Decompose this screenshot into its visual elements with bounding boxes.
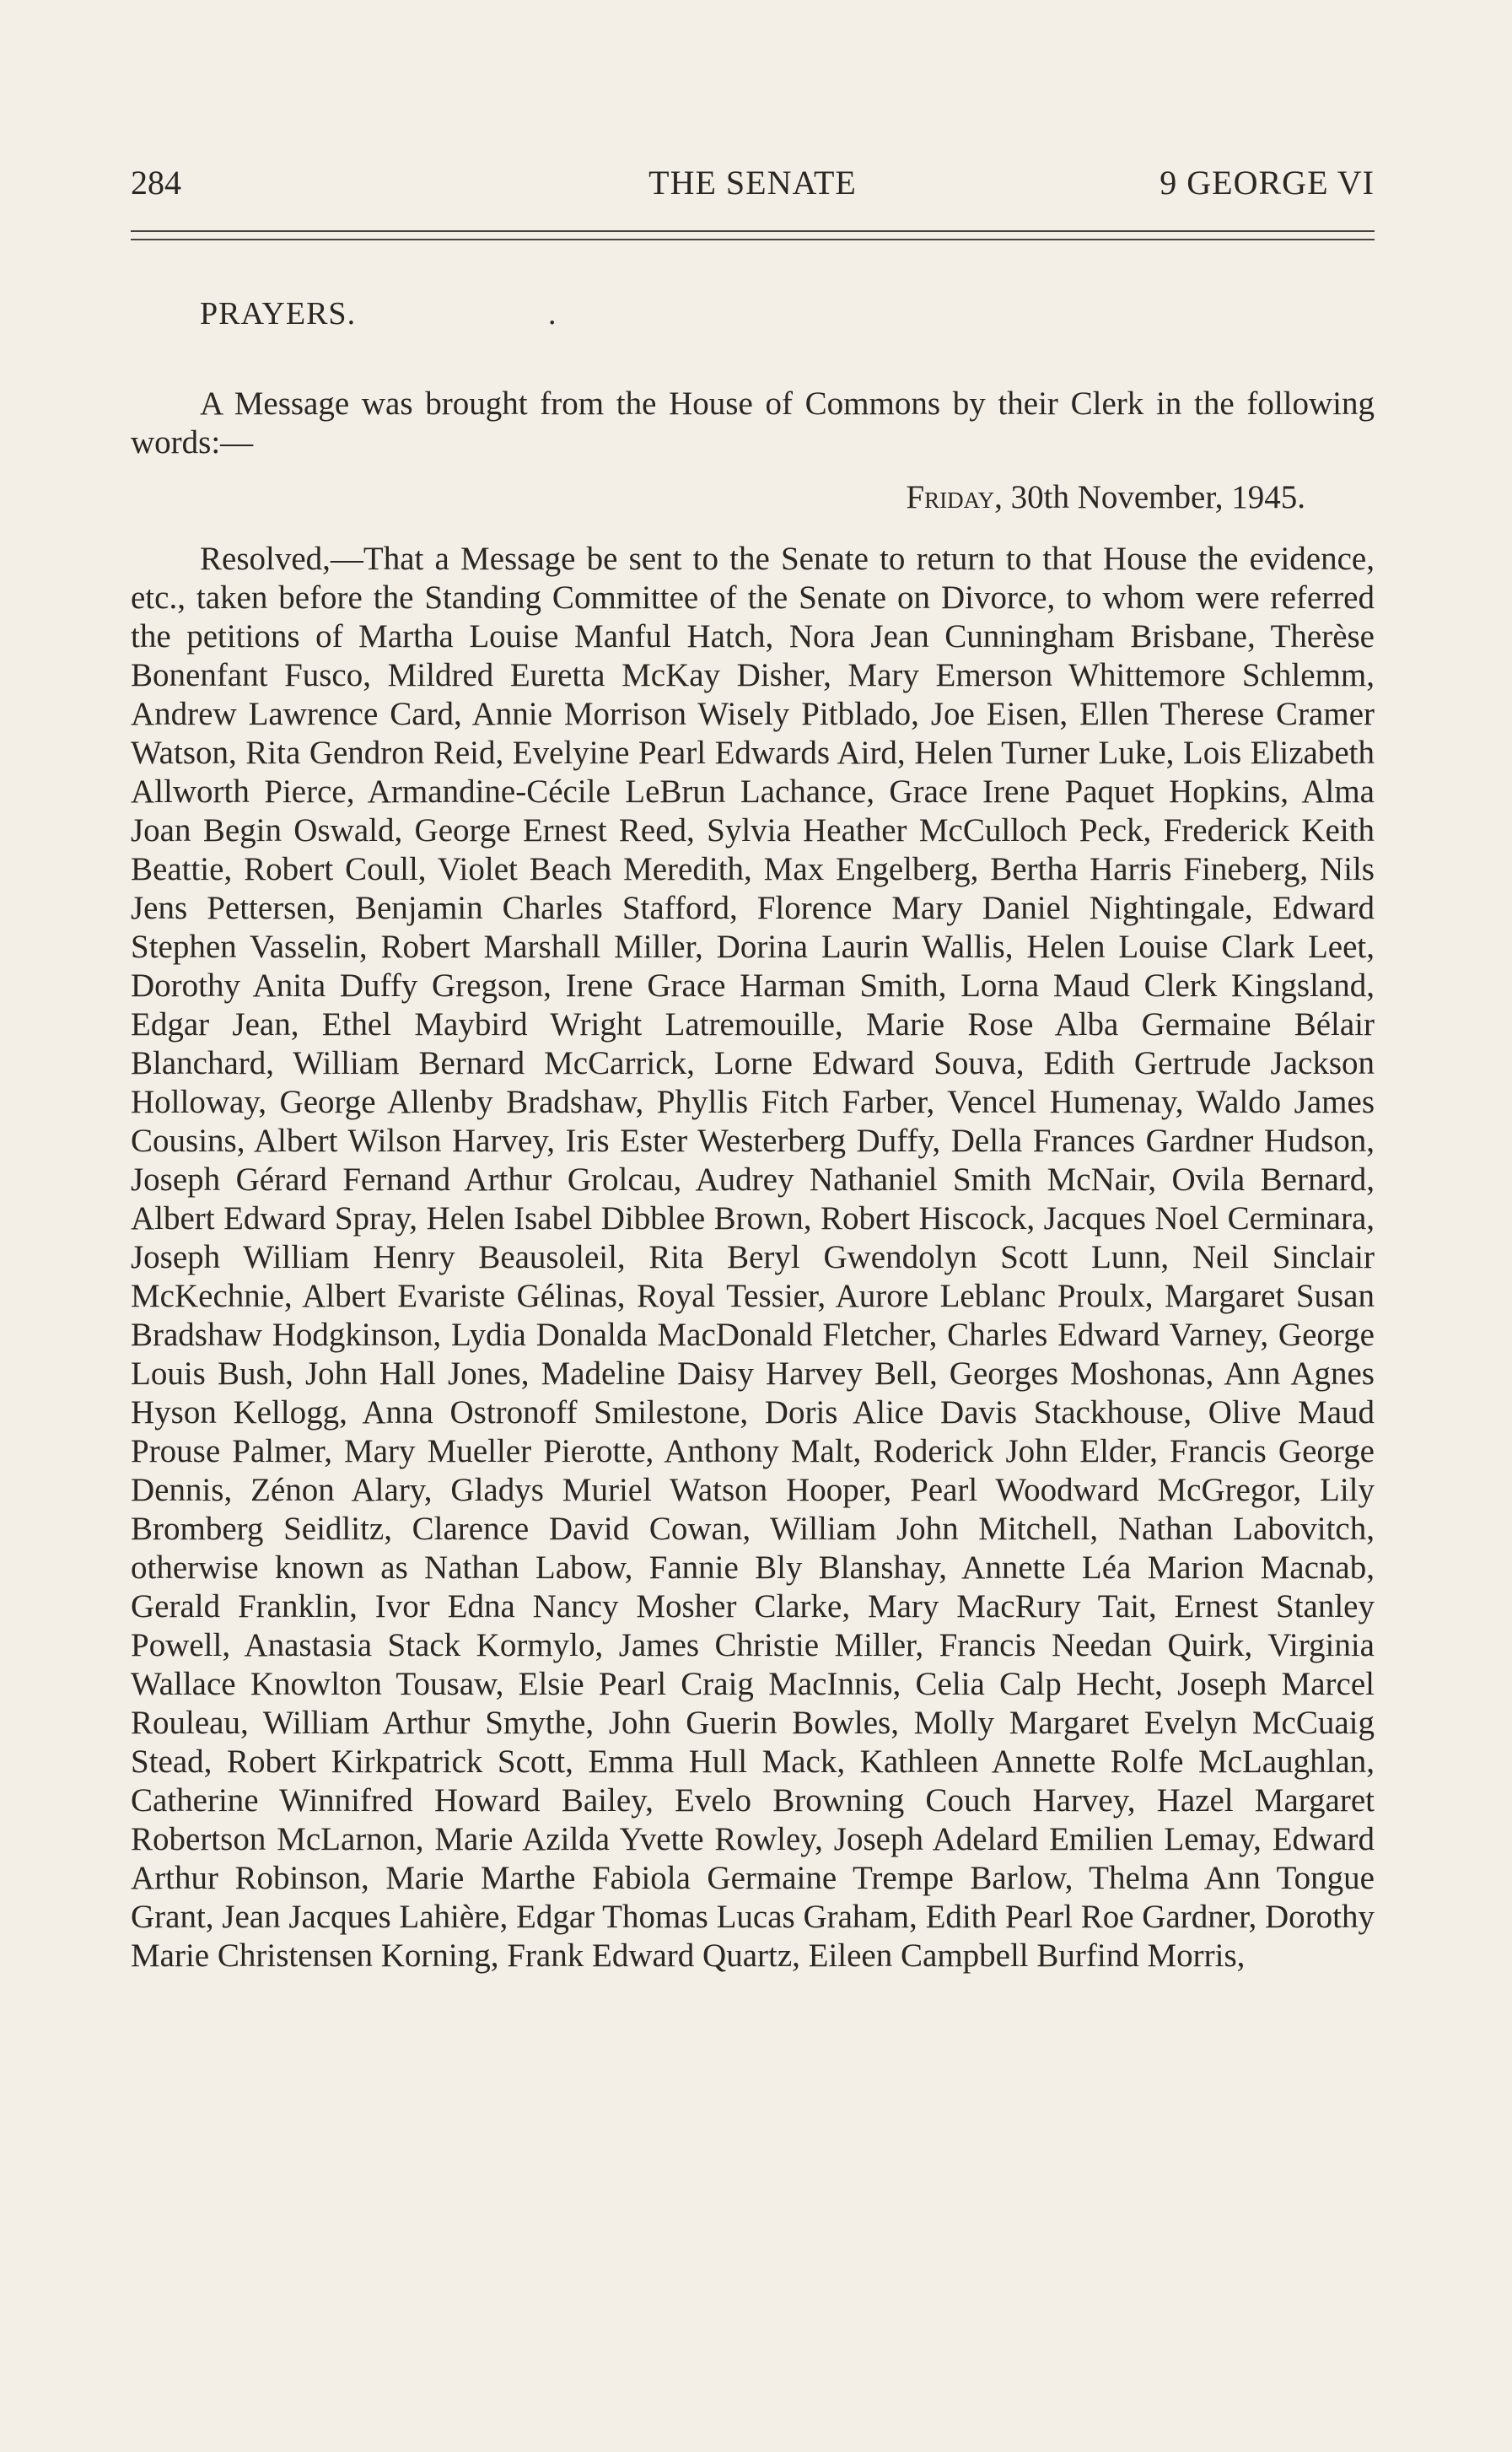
date-day: Friday, (906, 479, 1003, 515)
page-number: 284 (131, 164, 181, 202)
section-heading: PRAYERS. (200, 296, 357, 331)
resolution-paragraph: Resolved,—That a Message be sent to the Senate to return to that House the evidence, etc., taken before the Standing Committee of the Senate on Divorce, to whom were referred the petitions of Martha Louise Manful Hatch, Nora Jean Cunningham Brisbane, Therèse Bonenfant Fusco, Mildred Euretta McKay Disher, Mary Emerson Whittemore Schlemm, Andrew Lawrence Card, Annie Morrison Wisely Pitblado, Joe Eisen, Ellen Therese Cramer Watson, Rita Gendron Reid, Evelyine Pearl Edwards Aird, Helen Turner Luke, Lois Elizabeth Allworth Pierce, Armandine-Cécile LeBrun Lachance, Grace Irene Paquet Hopkins, Alma Joan Begin Oswald, George Ernest Reed, Sylvia Heather McCulloch Peck, Frederick Keith Beattie, Robert Coull, Violet Beach Meredith, Max Engelberg, Bertha Harris Fineberg, Nils Jens Pettersen, Benjamin Charles Stafford, Florence Mary Daniel Nightingale, Edward Stephen Vasselin, Robert Marshall Miller, Dorina Laurin Wallis, Helen Louise Clark Leet, Dorothy Anita Duffy Gregson, Irene Grace Harman Smith, Lorna Maud Clerk Kingsland, Edgar Jean, Ethel Maybird Wright Latremouille, Marie Rose Alba Germaine Bélair Blanchard, William Bernard McCarrick, Lorne Edward Souva, Edith Gertrude Jackson Holloway, George Allenby Bradshaw, Phyllis Fitch Farber, Vencel Humenay, Waldo James Cousins, Albert Wilson Harvey, Iris Ester Westerberg Duffy, Della Frances Gardner Hudson, Joseph Gérard Fernand Arthur Grolcau, Audrey Nathaniel Smith McNair, Ovila Bernard, Albert Edward Spray, Helen Isabel Dibblee Brown, Robert Hiscock, Jacques Noel Cerminara, Joseph William Henry Beausoleil, Rita Beryl Gwendolyn Scott Lunn, Neil Sinclair McKechnie, Albert Evariste Gélinas, Royal Tessier, Aurore Leblanc Proulx, Margaret Susan Bradshaw Hodgkinson, Lydia Donalda MacDonald Fletcher, Charles Edward Varney, George Louis Bush, John Hall Jones, Madeline Daisy Harvey Bell, Georges Moshonas, Ann Agnes Hyson Kellogg, Anna Ostronoff Smilestone, Doris Alice Davis Stackhouse, Olive Maud Prouse Palmer, Mary Mueller Pierotte, Anthony Malt, Roderick John Elder, Francis George Dennis, Zénon Alary, Gladys Muriel Watson Hooper, Pearl Woodward McGregor, Lily Bromberg Seidlitz, Clarence David Cowan, William John Mitchell, Nathan Labovitch, otherwise known as Nathan Labow, Fannie Bly Blanshay, Annette Léa Marion Macnab, Gerald Franklin, Ivor Edna Nancy Mosher Clarke, Mary MacRury Tait, Ernest Stanley Powell, Anastasia Stack Kormylo, James Christie Miller, Francis Needan Quirk, Virginia Wallace Knowlton Tousaw, Elsie Pearl Craig MacInnis, Celia Calp Hecht, Joseph Marcel Rouleau, William Arthur Smythe, John Guerin Bowles, Molly Margaret Evelyn McCuaig Stead, Robert Kirkpatrick Scott, Emma Hull Mack, Kathleen Annette Rolfe McLaughlan, Catherine Winnifred Howard Bailey, Evelo Browning Couch Harvey, Hazel Margaret Robertson McLarnon, Marie Azilda Yvette Rowley, Joseph Adelard Emilien Lemay, Edward Arthur Robinson, Marie Marthe Fabiola Germaine Trempe Barlow, Thelma Ann Tongue Grant, Jean Jacques Lahière, Edgar Thomas Lucas Graham, Edith Pearl Roe Gardner, Dorothy Marie Christensen Korning, Frank Edward Quartz, Eileen Campbell Burfind Morris, (131, 541, 1375, 1974)
running-header (131, 162, 1375, 204)
regnal-year: 9 GEORGE VI (1160, 164, 1375, 202)
header-rule-bottom (131, 239, 1375, 240)
stray-mark: . (548, 296, 557, 331)
header-title: THE SENATE (648, 164, 857, 202)
message-intro-paragraph: A Message was brought from the House of Commons by their Clerk in the following words:— (131, 385, 1375, 461)
header-rule-top (131, 230, 1375, 232)
date-line (906, 477, 1305, 519)
date-rest: 30th November, 1945. (1010, 479, 1305, 515)
